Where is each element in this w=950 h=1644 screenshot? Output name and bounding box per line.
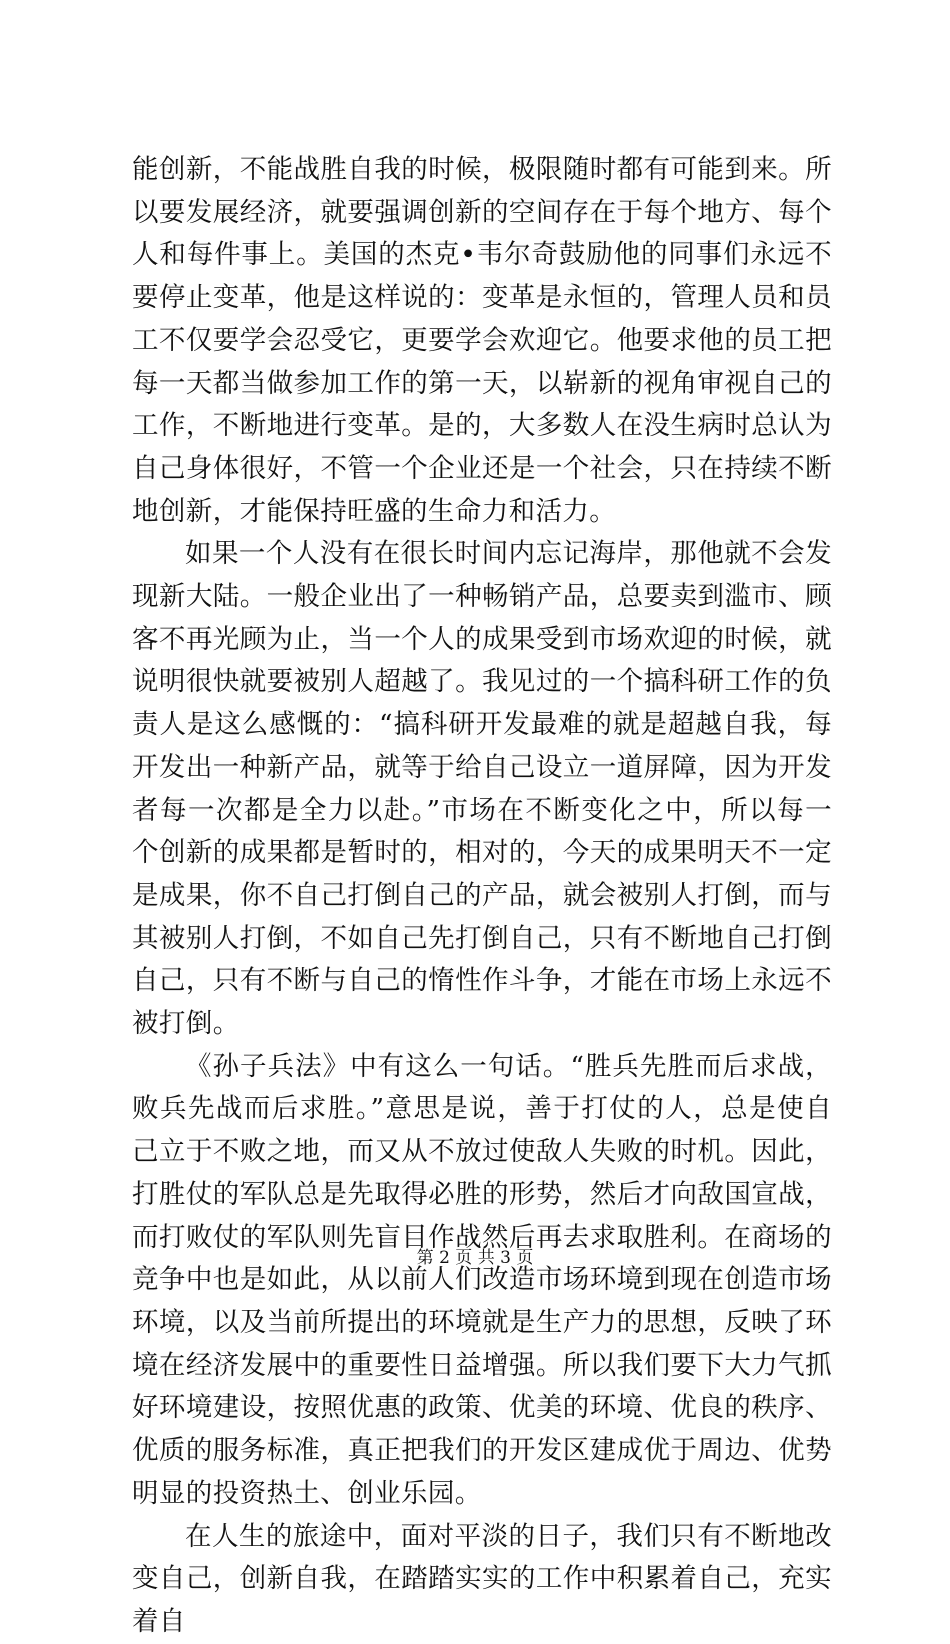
document-body <box>132 149 832 1644</box>
paragraph-3: 《孙子兵法》中有这么一句话。“胜兵先胜而后求战，败兵先战而后求胜。”意思是说，善于打仗的人，总是使自己立于不败之地，而又从不放过使敌人失败的时机。因此，打胜仗的军队总是先取得必胜的形势，然后才向敌国宣战，而打败仗的军队则先盲目作战然后再去求取胜利。在商场的竞争中也是如此，从以前人们改造市场环境到现在创造市场环境，以及当前所提出的环境就是生产力的思想，反映了环境在经济发展中的重要性日益增强。所以我们要下大力气抓好环境建设，按照优惠的政策、优美的环境、优良的秩序、优质的服务标准，真正把我们的开发区建成优于周边、优势明显的投资热土、创业乐园。 <box>132 1050 832 1509</box>
paragraph-1: 能创新，不能战胜自我的时候，极限随时都有可能到来。所以要发展经济，就要强调创新的空间存在于每个地方、每个人和每件事上。美国的杰克•韦尔奇鼓励他的同事们永远不要停止变革，他是这样说的：变革是永恒的，管理人员和员工不仅要学会忍受它，更要学会欢迎它。他要求他的员工把每一天都当做参加工作的第一天，以崭新的视角审视自己的工作，不断地进行变革。是的，大多数人在没生病时总认为自己身体很好，不管一个企业还是一个社会，只在持续不断地创新，才能保持旺盛的生命力和活力。 <box>132 154 832 527</box>
paragraph-4: 在人生的旅途中，面对平淡的日子，我们只有不断地改变自己，创新自我，在踏踏实实的工作中积累着自己，充实着自 <box>132 1520 832 1637</box>
paragraph-2: 如果一个人没有在很长时间内忘记海岸，那他就不会发现新大陆。一般企业出了一种畅销产品，总要卖到滥市、顾客不再光顾为止，当一个人的成果受到市场欢迎的时候，就说明很快就要被别人超越了。我见过的一个搞科研工作的负责人是这么感慨的：“搞科研开发最难的就是超越自我，每开发出一种新产品，就等于给自己设立一道屏障，因为开发者每一次都是全力以赴。”市场在不断变化之中，所以每一个创新的成果都是暂时的，相对的，今天的成果明天不一定是成果，你不自己打倒自己的产品，就会被别人打倒，而与其被别人打倒，不如自己先打倒自己，只有不断地自己打倒自己，只有不断与自己的惰性作斗争，才能在市场上永远不被打倒。 <box>132 538 832 1040</box>
page-number-footer: 第 2 页 共 3 页 <box>416 1248 534 1268</box>
